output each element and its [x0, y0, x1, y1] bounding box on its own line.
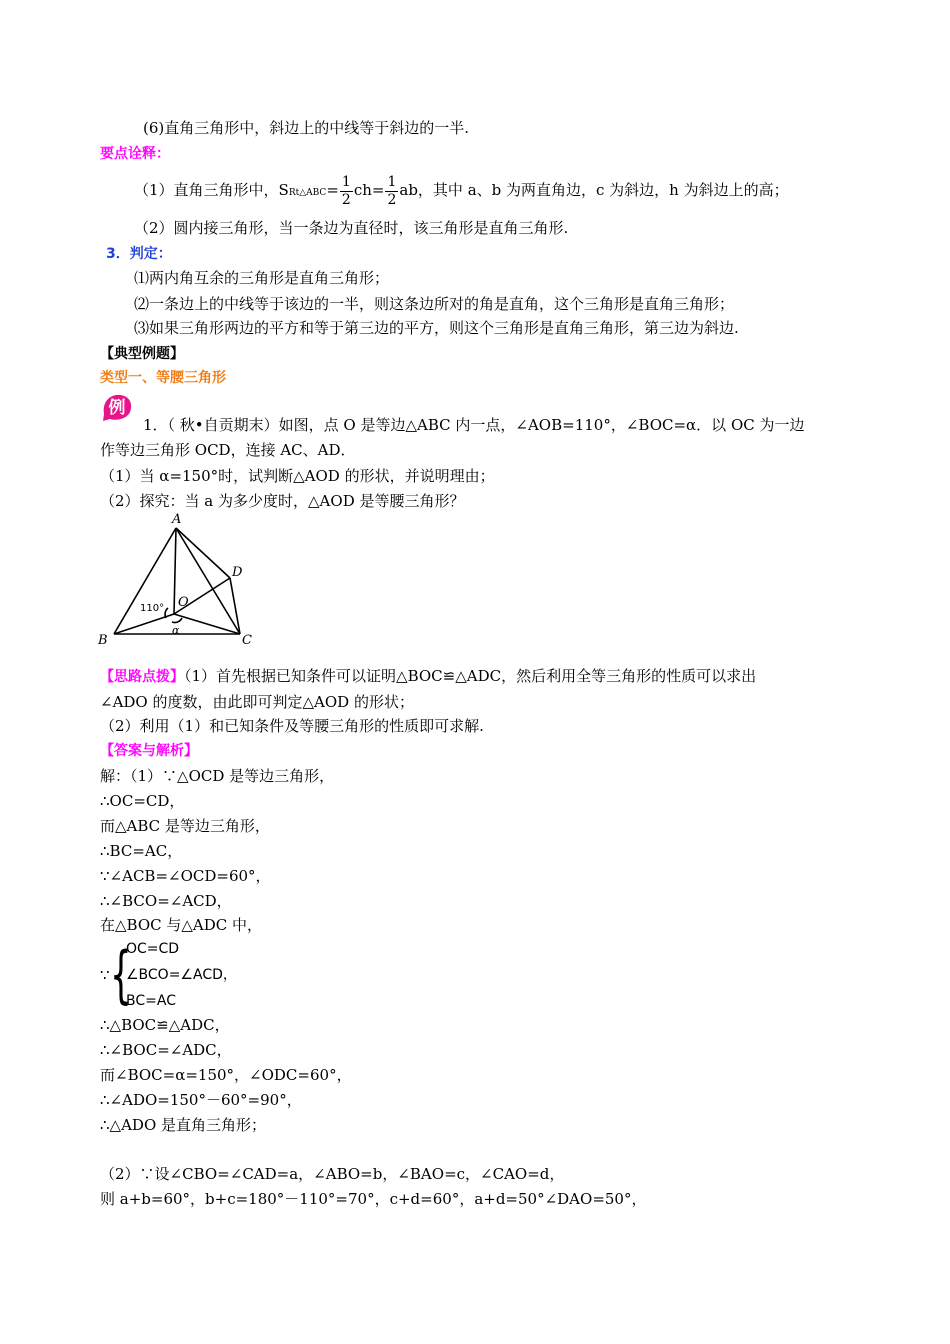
hint-text: （1）首先根据已知条件可以证明△BOC≌△ADC，然后利用全等三角形的性质可以求出	[184, 667, 757, 685]
solution-line: ∴△ADO 是直角三角形；	[100, 1116, 267, 1134]
section-title-type1: 类型一、等腰三角形	[100, 370, 226, 386]
solution-line: ∴OC=CD，	[100, 792, 185, 810]
system-lines	[126, 936, 237, 1014]
judge-2: ⑵一条边上的中线等于该边的一半，则这条边所对的角是直角，这个三角形是直角三角形；	[134, 295, 735, 313]
segment-AD	[176, 528, 230, 578]
fraction-numerator: 1	[341, 173, 351, 190]
question-line: 作等边三角形 OCD，连接 AC、AD．	[100, 441, 356, 459]
hint-line	[100, 666, 756, 687]
hint-label: 【思路点拨】	[100, 669, 184, 685]
solution-line: 而∠BOC=α=150°，∠ODC=60°，	[100, 1066, 352, 1084]
segment-AO	[174, 528, 176, 614]
text: ch=	[353, 181, 385, 199]
judge-3: ⑶如果三角形两边的平方和等于第三边的平方，则这个三角形是直角三角形，第三边为斜边.	[134, 319, 739, 337]
text: ab，其中 a、b 为两直角边，c 为斜边，h 为斜边上的高；	[399, 181, 789, 199]
solution-line: 在△BOC 与△ADC 中，	[100, 916, 263, 934]
solution-line: （2）∵设∠CBO=∠CAD=a，∠ABO=b，∠BAO=c，∠CAO=d，	[100, 1165, 565, 1183]
solution-line: 而△ABC 是等边三角形，	[100, 817, 270, 835]
label-D: D	[232, 565, 243, 580]
section-title-keypoints: 要点诠释：	[100, 146, 170, 162]
because-symbol: ∵	[100, 966, 110, 984]
label-110: 110°	[140, 603, 165, 614]
hint-line: ∠ADO 的度数，由此即可判定△AOD 的形状；	[100, 693, 414, 711]
system-line: ∠BCO=∠ACD，	[126, 967, 237, 983]
judge-1: ⑴两内角互余的三角形是直角三角形；	[134, 269, 390, 287]
answer-label: 【答案与解析】	[100, 743, 198, 759]
question-line: （1）当 α=150°时，试判断△AOD 的形状，并说明理由；	[100, 467, 495, 485]
solution-line: ∴∠BCO=∠ACD，	[100, 892, 232, 910]
label-A: A	[172, 512, 182, 527]
fraction-denominator: 2	[341, 191, 351, 208]
system-line: OC=CD	[126, 941, 180, 957]
section-title-judge: 3．判定：	[106, 246, 172, 262]
fraction-numerator: 1	[387, 173, 397, 190]
example-badge	[100, 392, 134, 422]
text: （1）直角三角形中，S	[134, 181, 289, 199]
system-line: BC=AC	[126, 993, 176, 1009]
text-line: (6)直角三角形中，斜边上的中线等于斜边的一半.	[143, 119, 470, 137]
section-title-examples: 【典型例题】	[100, 346, 184, 362]
brace: {	[110, 938, 132, 1011]
solution-line: ∴∠BOC=∠ADC，	[100, 1041, 232, 1059]
solution-line: ∴BC=AC，	[100, 842, 183, 860]
label-O: O	[178, 595, 189, 610]
label-C: C	[242, 633, 252, 648]
angle-arc-alpha	[172, 618, 182, 623]
hint-line: （2）利用（1）和已知条件及等腰三角形的性质即可求解.	[100, 717, 484, 735]
keypoint-2: （2）圆内接三角形，当一条边为直径时，该三角形是直角三角形.	[134, 219, 569, 237]
solution-line: 解：（1）∵△OCD 是等边三角形，	[100, 767, 335, 785]
text: =	[326, 181, 339, 199]
subscript: Rt△ABC	[288, 188, 327, 198]
geometry-figure	[92, 510, 262, 650]
label-B: B	[98, 633, 108, 648]
badge-label: 例	[108, 398, 126, 418]
solution-line: ∵∠ACB=∠OCD=60°，	[100, 867, 271, 885]
keypoint-1	[134, 172, 789, 211]
solution-line: 则 a+b=60°，b+c=180°－110°=70°，c+d=60°，a+d=50°∠DAO=50°，	[100, 1190, 647, 1208]
fraction	[340, 174, 353, 209]
fraction-denominator: 2	[387, 191, 397, 208]
solution-line: ∴∠ADO=150°－60°=90°，	[100, 1091, 302, 1109]
solution-line: ∴△BOC≌△ADC，	[100, 1016, 230, 1034]
question-line: （2）探究：当 a 为多少度时，△AOD 是等腰三角形？	[100, 492, 465, 510]
label-alpha: α	[172, 624, 180, 637]
fraction	[385, 174, 398, 209]
edge-AB	[114, 528, 176, 634]
question-line: 1．（ 秋•自贡期末）如图，点 O 是等边△ABC 内一点，∠AOB=110°，∠BOC=α．以 OC 为一边	[143, 416, 805, 434]
